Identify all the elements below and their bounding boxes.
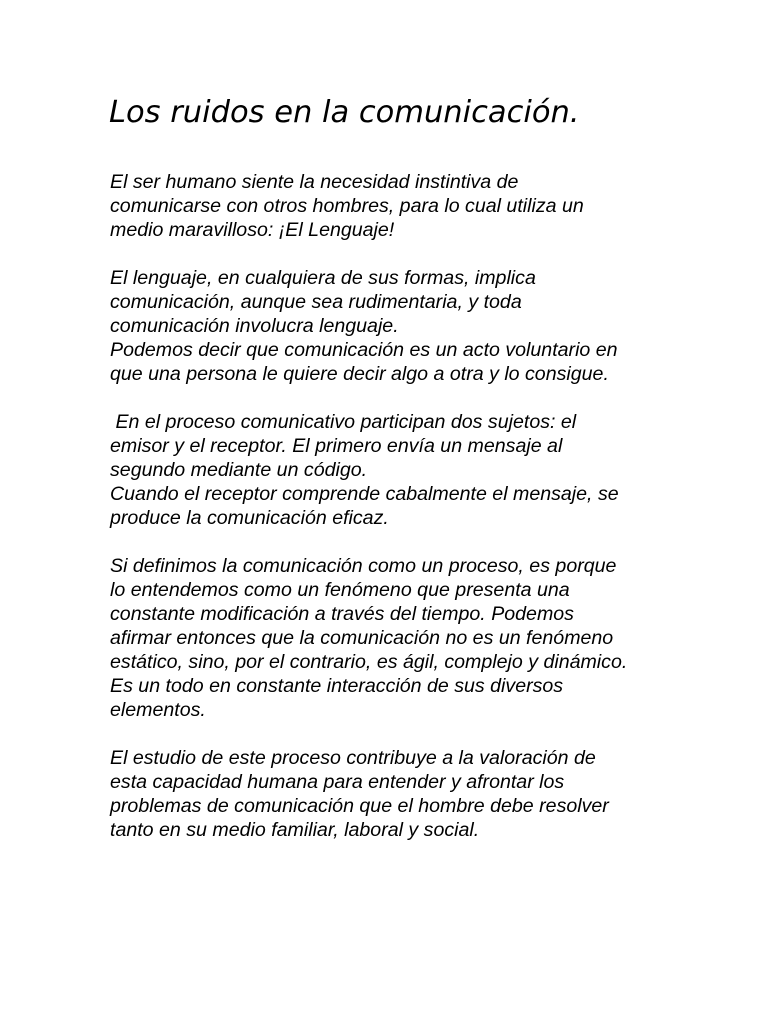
paragraph-gap (110, 386, 670, 410)
paragraph-line: medio maravilloso: ¡El Lenguaje! (110, 219, 395, 241)
paragraph (110, 746, 670, 842)
paragraph (110, 170, 670, 242)
paragraph-line: comunicación involucra lenguaje. (110, 315, 399, 337)
paragraph-line: comunicación, aunque sea rudimentaria, y toda (110, 291, 522, 313)
paragraph-line: segundo mediante un código. (110, 459, 368, 481)
page-title: Los ruidos en la comunicación. (109, 95, 580, 130)
paragraph-line: Cuando el receptor comprende cabalmente el mensaje, se (110, 483, 619, 505)
paragraph-line: comunicarse con otros hombres, para lo cual utiliza un (110, 195, 584, 217)
paragraph-line: que una persona le quiere decir algo a otra y lo consigue. (110, 363, 609, 385)
paragraph-gap (110, 722, 670, 746)
paragraph-line: tanto en su medio familiar, laboral y social. (110, 819, 480, 841)
paragraph (110, 266, 670, 386)
paragraph-line: estático, sino, por el contrario, es ágil, complejo y dinámico. (110, 651, 628, 673)
paragraph-line: El ser humano siente la necesidad instintiva de (110, 171, 519, 193)
paragraph-line: emisor y el receptor. El primero envía un mensaje al (110, 435, 563, 457)
paragraph-line: El estudio de este proceso contribuye a la valoración de (110, 747, 596, 769)
paragraph-line: lo entendemos como un fenómeno que presenta una (110, 579, 570, 601)
paragraph (110, 554, 670, 722)
paragraph-line: produce la comunicación eficaz. (110, 507, 389, 529)
paragraph-line: Es un todo en constante interacción de sus diversos (110, 675, 564, 697)
paragraph (110, 410, 670, 530)
paragraph-line: Si definimos la comunicación como un proceso, es porque (110, 555, 617, 577)
paragraph-line: esta capacidad humana para entender y afrontar los (110, 771, 565, 793)
paragraph-gap (110, 242, 670, 266)
paragraph-gap (110, 530, 670, 554)
paragraph-line: El lenguaje, en cualquiera de sus formas, implica (110, 267, 536, 289)
paragraph-line: afirmar entonces que la comunicación no es un fenómeno (110, 627, 614, 649)
paragraph-line: constante modificación a través del tiempo. Podemos (110, 603, 574, 625)
paragraph-line: elementos. (110, 699, 206, 721)
paragraph-line: En el proceso comunicativo participan dos sujetos: el (110, 411, 577, 433)
paragraph-line: Podemos decir que comunicación es un acto voluntario en (110, 339, 618, 361)
document-body (110, 170, 670, 842)
paragraph-line: problemas de comunicación que el hombre debe resolver (110, 795, 609, 817)
